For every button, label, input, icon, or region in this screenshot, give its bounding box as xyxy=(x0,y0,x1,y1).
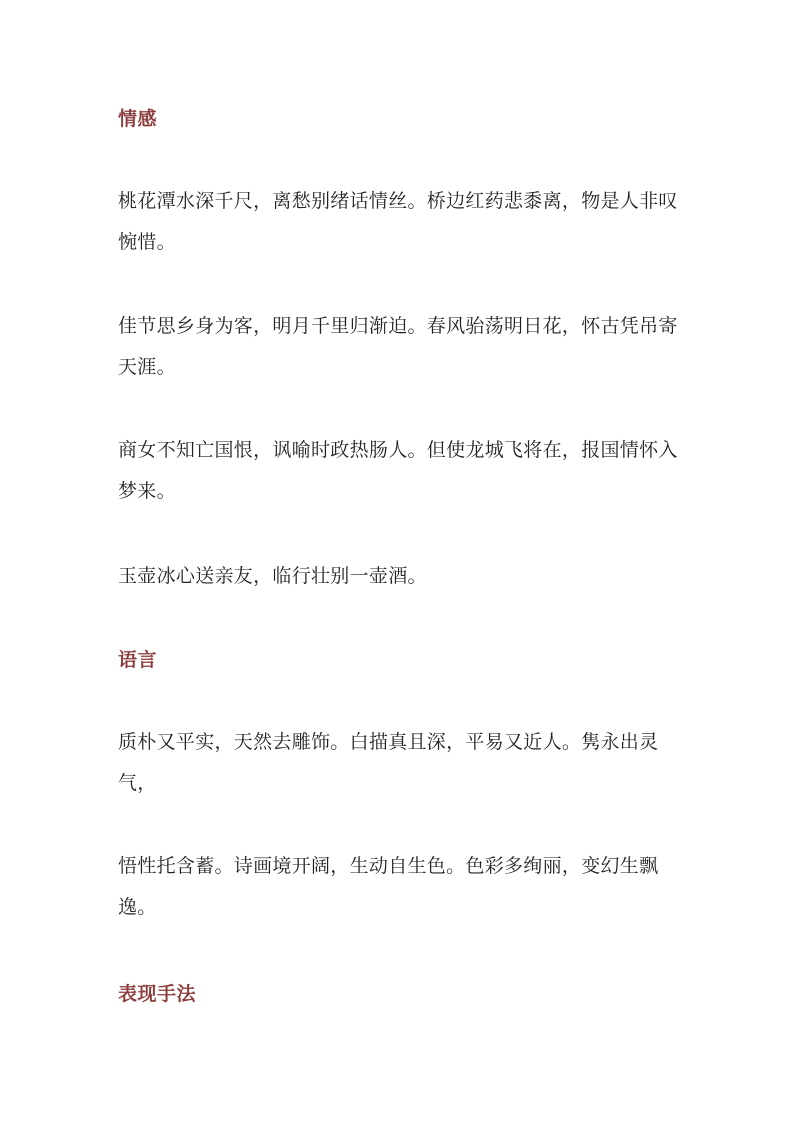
paragraph-emotion-2: 佳节思乡身为客，明月千里归渐迫。春风骀荡明日花，怀古凭吊寄天涯。 xyxy=(118,315,678,378)
section-heading-language: 语言 xyxy=(118,649,158,671)
paragraph-emotion-3: 商女不知亡国恨，讽喻时政热肠人。但使龙城飞将在，报国情怀入梦来。 xyxy=(118,439,678,502)
section-heading-techniques: 表现手法 xyxy=(118,983,197,1005)
paragraph-emotion-4: 玉壶冰心送亲友，临行壮别一壶酒。 xyxy=(118,565,427,587)
paragraph-emotion-1: 桃花潭水深千尺，离愁别绪话情丝。桥边红药悲黍离，物是人非叹惋惜。 xyxy=(118,190,678,253)
paragraph-language-1: 质朴又平实，天然去雕饰。白描真且深，平易又近人。隽永出灵气， xyxy=(118,731,659,794)
section-heading-emotion: 情感 xyxy=(118,108,158,130)
paragraph-language-2: 悟性托含蓄。诗画境开阔，生动自生色。色彩多绚丽，变幻生飘逸。 xyxy=(118,855,659,918)
